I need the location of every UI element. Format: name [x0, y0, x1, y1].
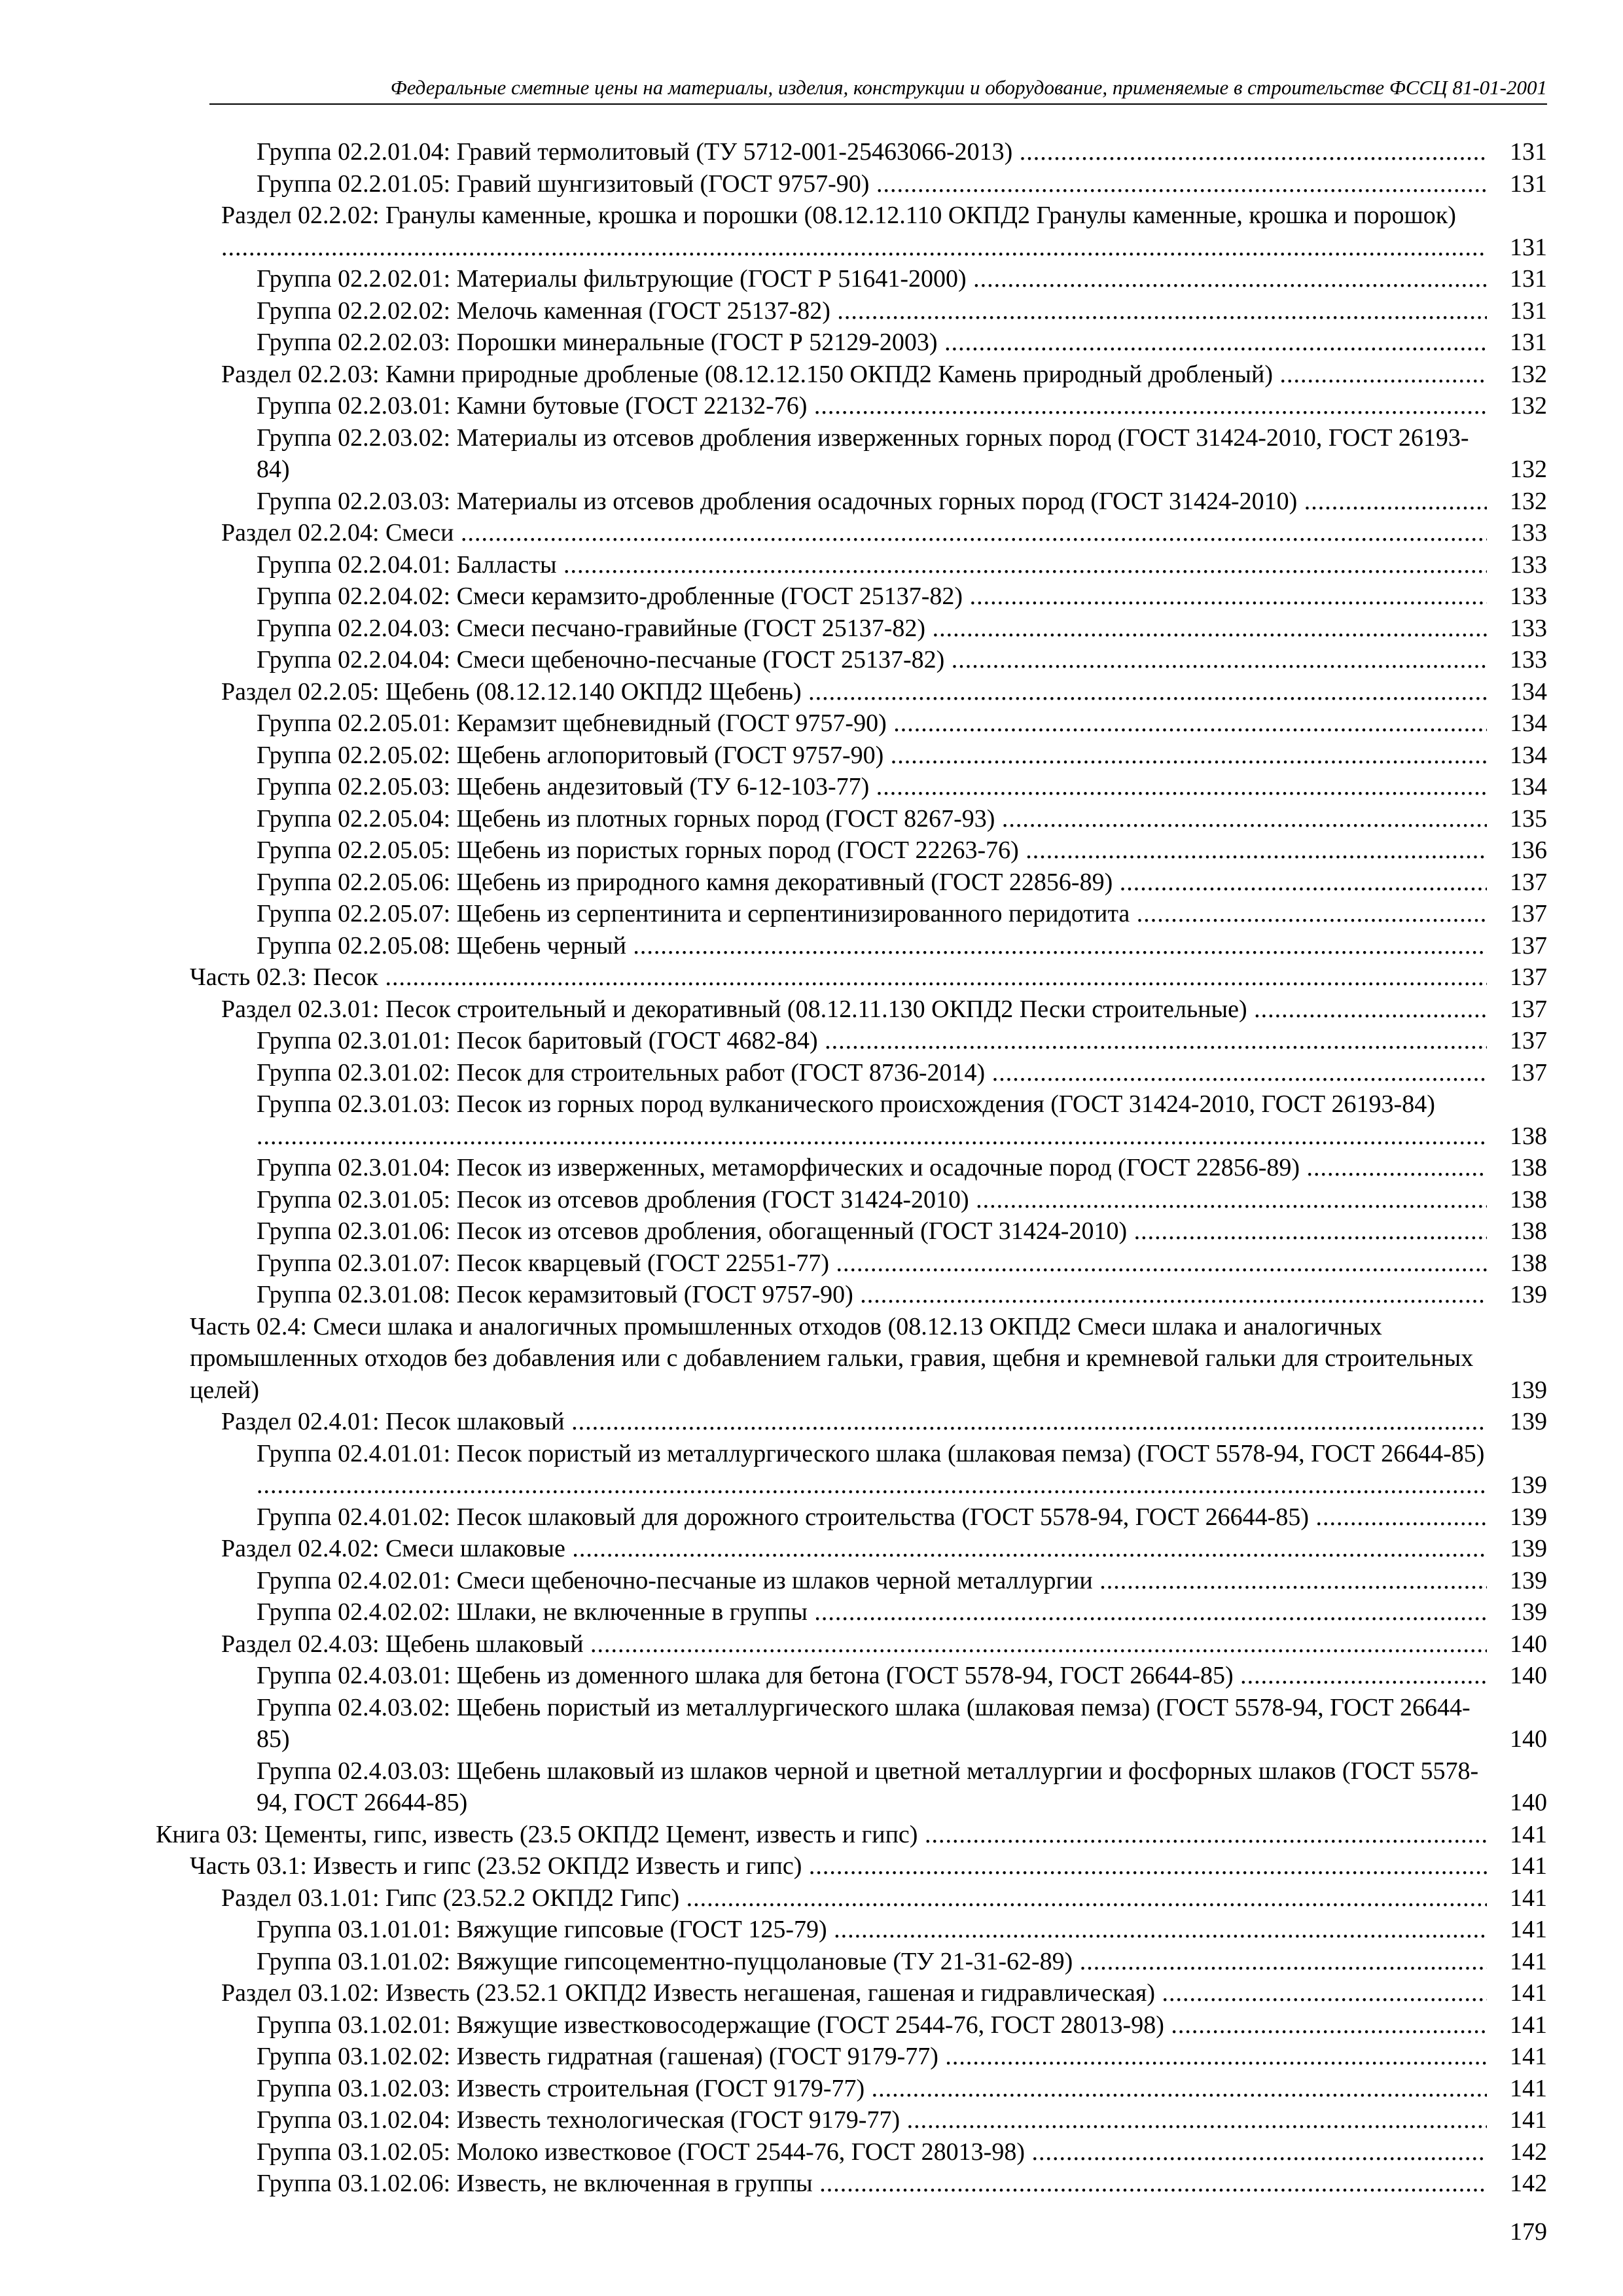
page-number: 179 [1510, 2218, 1547, 2246]
toc-entry-title: Часть 03.1: Известь и гипс (23.52 ОКПД2 Известь и гипс) ..... [190, 1850, 1487, 1882]
toc-entry-title: Раздел 03.1.01: Гипс (23.52.2 ОКПД2 Гипс) ..... [221, 1882, 1487, 1914]
toc-entry-title: Группа 02.2.05.08: Щебень черный ..... [257, 930, 1487, 962]
toc-entry[interactable] [156, 1914, 1547, 1946]
toc-entry[interactable] [156, 1850, 1547, 1882]
toc-entry-page: 133 [1491, 581, 1547, 613]
toc-entry-title: Раздел 02.2.04: Смеси ..... [221, 517, 1487, 549]
toc-entry[interactable] [156, 1596, 1547, 1628]
toc-entry[interactable] [156, 2009, 1547, 2041]
toc-entry-page: 140 [1491, 1787, 1547, 1819]
toc-entry-title: Группа 02.3.01.04: Песок из изверженных, метаморфических и осадочные пород (ГОСТ 22856-89) ..... [257, 1152, 1487, 1184]
toc-entry-title: Группа 02.2.04.03: Смеси песчано-гравийные (ГОСТ 25137-82) ..... [257, 613, 1487, 645]
toc-entry[interactable] [156, 867, 1547, 899]
toc-entry-title: Группа 02.2.01.04: Гравий термолитовый (ТУ 5712-001-25463066-2013) ..... [257, 136, 1487, 168]
toc-entry[interactable] [156, 1057, 1547, 1089]
toc-entry[interactable] [156, 1088, 1547, 1152]
toc-entry-page: 139 [1491, 1374, 1547, 1407]
toc-entry-title: Группа 02.2.03.03: Материалы из отсевов дробления осадочных горных пород (ГОСТ 31424-2010) ..... [257, 486, 1487, 518]
toc-entry-page: 131 [1491, 232, 1547, 264]
toc-entry-page: 138 [1491, 1247, 1547, 1280]
toc-entry-title: Группа 02.4.03.03: Щебень шлаковый из шлаков черной и цветной металлургии и фосфорных шлаков (ГОСТ 5578-94, ГОСТ 26644-85) ..... [257, 1755, 1487, 1819]
toc-entry[interactable] [156, 644, 1547, 676]
toc-entry-page: 132 [1491, 454, 1547, 486]
toc-entry[interactable] [156, 295, 1547, 327]
toc-entry-title: Группа 02.2.05.07: Щебень из серпентинита и серпентинизированного перидотита ..... [257, 898, 1487, 930]
toc-entry-title: Группа 02.3.01.07: Песок кварцевый (ГОСТ 22551-77) ..... [257, 1247, 1487, 1280]
toc-entry-title: Группа 02.2.05.02: Щебень аглопоритовый (ГОСТ 9757-90) ..... [257, 740, 1487, 772]
toc-entry[interactable] [156, 422, 1547, 486]
toc-entry-page: 140 [1491, 1723, 1547, 1755]
toc-entry-page: 136 [1491, 834, 1547, 867]
toc-entry-title: Группа 02.4.03.02: Щебень пористый из металлургического шлака (шлаковая пемза) (ГОСТ 5578-94, ГОСТ 26644-85) ..... [257, 1692, 1487, 1755]
table-of-contents [156, 136, 1547, 2200]
toc-entry-title: Группа 02.4.02.02: Шлаки, не включенные в группы ..... [257, 1596, 1487, 1628]
toc-entry[interactable] [156, 1692, 1547, 1755]
toc-entry-page: 137 [1491, 994, 1547, 1026]
toc-entry-page: 139 [1491, 1533, 1547, 1565]
toc-entry[interactable] [156, 834, 1547, 867]
toc-entry-title: Раздел 02.4.03: Щебень шлаковый ..... [221, 1628, 1487, 1660]
toc-entry[interactable] [156, 1279, 1547, 1311]
toc-entry-title: Группа 02.3.01.05: Песок из отсевов дробления (ГОСТ 31424-2010) ..... [257, 1184, 1487, 1216]
toc-entry-page: 134 [1491, 676, 1547, 708]
toc-entry-page: 141 [1491, 2104, 1547, 2136]
toc-entry-title: Группа 03.1.02.01: Вяжущие известковосодержащие (ГОСТ 2544-76, ГОСТ 28013-98) ..... [257, 2009, 1487, 2041]
toc-entry[interactable] [156, 2041, 1547, 2073]
toc-entry-title: Группа 02.2.02.02: Мелочь каменная (ГОСТ 25137-82) ..... [257, 295, 1487, 327]
toc-entry-page: 133 [1491, 613, 1547, 645]
toc-entry[interactable] [156, 1882, 1547, 1914]
toc-entry-page: 137 [1491, 1025, 1547, 1057]
toc-entry-title: Раздел 02.2.03: Камни природные дробленые (08.12.12.150 ОКПД2 Камень природный дробленый) ..... [221, 359, 1487, 391]
toc-entry-title: Группа 02.2.04.02: Смеси керамзито-дробленные (ГОСТ 25137-82) ..... [257, 581, 1487, 613]
toc-entry-page: 133 [1491, 644, 1547, 676]
toc-entry[interactable] [156, 1438, 1547, 1501]
toc-entry-page: 135 [1491, 803, 1547, 835]
toc-entry-title: Группа 02.3.01.06: Песок из отсевов дробления, обогащенный (ГОСТ 31424-2010) ..... [257, 1215, 1487, 1247]
toc-entry-title: Группа 02.2.05.01: Керамзит щебневидный (ГОСТ 9757-90) ..... [257, 708, 1487, 740]
toc-entry-title: Группа 02.4.03.01: Щебень из доменного шлака для бетона (ГОСТ 5578-94, ГОСТ 26644-85) ..... [257, 1660, 1487, 1692]
toc-entry[interactable] [156, 930, 1547, 962]
toc-entry-title: Группа 02.2.02.01: Материалы фильтрующие (ГОСТ Р 51641-2000) ..... [257, 263, 1487, 295]
toc-entry-title: Группа 02.2.01.05: Гравий шунгизитовый (ГОСТ 9757-90) ..... [257, 168, 1487, 200]
toc-entry[interactable] [156, 1819, 1547, 1851]
toc-entry-page: 132 [1491, 486, 1547, 518]
toc-entry-page: 138 [1491, 1121, 1547, 1153]
toc-entry-page: 137 [1491, 867, 1547, 899]
toc-entry-page: 133 [1491, 549, 1547, 581]
toc-entry[interactable] [156, 1533, 1547, 1565]
toc-entry[interactable] [156, 1184, 1547, 1216]
toc-entry-title: Группа 02.2.05.03: Щебень андезитовый (ТУ 6-12-103-77) ..... [257, 771, 1487, 803]
toc-entry[interactable] [156, 1311, 1547, 1407]
toc-entry-title: Раздел 02.2.02: Гранулы каменные, крошка и порошки (08.12.12.110 ОКПД2 Гранулы каменные, крошка и порошок) ..... [221, 200, 1487, 263]
toc-entry-page: 131 [1491, 136, 1547, 168]
toc-entry-page: 139 [1491, 1406, 1547, 1438]
toc-entry-title: Группа 02.2.03.02: Материалы из отсевов дробления изверженных горных пород (ГОСТ 31424-2010, ГОСТ 26193-84) ..... [257, 422, 1487, 486]
toc-entry[interactable] [156, 1152, 1547, 1184]
toc-entry-title: Группа 03.1.02.03: Известь строительная (ГОСТ 9179-77) ..... [257, 2073, 1487, 2105]
toc-entry-page: 139 [1491, 1501, 1547, 1534]
toc-entry-page: 137 [1491, 1057, 1547, 1089]
toc-entry-title: Группа 02.2.05.06: Щебень из природного камня декоративный (ГОСТ 22856-89) ..... [257, 867, 1487, 899]
toc-entry[interactable] [156, 168, 1547, 200]
toc-entry[interactable] [156, 359, 1547, 391]
toc-entry-page: 139 [1491, 1279, 1547, 1311]
toc-entry[interactable] [156, 1628, 1547, 1660]
toc-entry[interactable] [156, 2104, 1547, 2136]
toc-entry-title: Раздел 02.4.02: Смеси шлаковые ..... [221, 1533, 1487, 1565]
toc-entry-page: 134 [1491, 708, 1547, 740]
toc-entry[interactable] [156, 327, 1547, 359]
toc-entry-page: 140 [1491, 1660, 1547, 1692]
toc-entry-title: Группа 02.2.04.04: Смеси щебеночно-песчаные (ГОСТ 25137-82) ..... [257, 644, 1487, 676]
toc-entry[interactable] [156, 961, 1547, 994]
toc-entry[interactable] [156, 1660, 1547, 1692]
toc-entry[interactable] [156, 136, 1547, 168]
toc-entry-title: Группа 03.1.02.04: Известь технологическая (ГОСТ 9179-77) ..... [257, 2104, 1487, 2136]
toc-entry[interactable] [156, 390, 1547, 422]
toc-entry[interactable] [156, 263, 1547, 295]
toc-entry-page: 131 [1491, 327, 1547, 359]
toc-entry[interactable] [156, 2136, 1547, 2168]
toc-entry-page: 137 [1491, 898, 1547, 930]
toc-entry-title: Часть 02.3: Песок ..... [190, 961, 1487, 994]
toc-entry-page: 142 [1491, 2136, 1547, 2168]
toc-entry-page: 141 [1491, 1819, 1547, 1851]
toc-entry-title: Группа 03.1.01.02: Вяжущие гипсоцементно-пуццолановые (ТУ 21-31-62-89) ..... [257, 1946, 1487, 1978]
toc-entry-page: 141 [1491, 1914, 1547, 1946]
toc-entry-page: 141 [1491, 2041, 1547, 2073]
toc-entry-page: 137 [1491, 930, 1547, 962]
toc-entry[interactable] [156, 898, 1547, 930]
toc-entry-title: Группа 02.3.01.03: Песок из горных пород вулканического происхождения (ГОСТ 31424-2010, ГОСТ 26193-84) ..... [257, 1088, 1487, 1152]
toc-entry[interactable] [156, 1565, 1547, 1597]
toc-entry[interactable] [156, 1501, 1547, 1534]
toc-entry-page: 137 [1491, 961, 1547, 994]
header-rule [209, 103, 1547, 105]
running-header: Федеральные сметные цены на материалы, изделия, конструкции и оборудование, применяемые в строительстве ФССЦ 81-01-2001 [390, 76, 1547, 99]
toc-entry-page: 131 [1491, 295, 1547, 327]
toc-entry[interactable] [156, 803, 1547, 835]
toc-entry-page: 138 [1491, 1184, 1547, 1216]
toc-entry[interactable] [156, 994, 1547, 1026]
toc-entry[interactable] [156, 549, 1547, 581]
toc-entry-title: Группа 02.2.02.03: Порошки минеральные (ГОСТ Р 52129-2003) ..... [257, 327, 1487, 359]
toc-entry-page: 134 [1491, 771, 1547, 803]
toc-entry[interactable] [156, 517, 1547, 549]
toc-entry-title: Группа 02.2.04.01: Балласты ..... [257, 549, 1487, 581]
toc-entry[interactable] [156, 581, 1547, 613]
toc-entry-title: Группа 02.4.02.01: Смеси щебеночно-песчаные из шлаков черной металлургии ..... [257, 1565, 1487, 1597]
toc-entry-page: 132 [1491, 390, 1547, 422]
toc-entry-page: 141 [1491, 2073, 1547, 2105]
toc-entry-page: 133 [1491, 517, 1547, 549]
toc-entry[interactable] [156, 2168, 1547, 2200]
toc-entry-title: Группа 02.4.01.01: Песок пористый из металлургического шлака (шлаковая пемза) (ГОСТ 5578-94, ГОСТ 26644-85) ..... [257, 1438, 1487, 1501]
toc-entry-page: 131 [1491, 168, 1547, 200]
toc-entry-title: Раздел 02.3.01: Песок строительный и декоративный (08.12.11.130 ОКПД2 Пески строительные) ..... [221, 994, 1487, 1026]
toc-entry-title: Раздел 03.1.02: Известь (23.52.1 ОКПД2 Известь негашеная, гашеная и гидравлическая) ..... [221, 1977, 1487, 2009]
toc-entry-title: Группа 02.2.05.04: Щебень из плотных горных пород (ГОСТ 8267-93) ..... [257, 803, 1487, 835]
toc-entry[interactable] [156, 676, 1547, 708]
toc-entry-title: Группа 03.1.02.05: Молоко известковое (ГОСТ 2544-76, ГОСТ 28013-98) ..... [257, 2136, 1487, 2168]
toc-entry-title: Раздел 02.4.01: Песок шлаковый ..... [221, 1406, 1487, 1438]
toc-entry-title: Группа 02.4.01.02: Песок шлаковый для дорожного строительства (ГОСТ 5578-94, ГОСТ 26644-85) ..... [257, 1501, 1487, 1534]
toc-entry[interactable] [156, 1025, 1547, 1057]
toc-entry-title: Группа 02.3.01.01: Песок баритовый (ГОСТ 4682-84) ..... [257, 1025, 1487, 1057]
toc-entry-page: 139 [1491, 1469, 1547, 1501]
toc-entry[interactable] [156, 1977, 1547, 2009]
toc-entry-title: Группа 02.3.01.02: Песок для строительных работ (ГОСТ 8736-2014) ..... [257, 1057, 1487, 1089]
toc-entry-page: 141 [1491, 1977, 1547, 2009]
toc-entry[interactable] [156, 1755, 1547, 1819]
toc-entry-title: Группа 02.2.03.01: Камни бутовые (ГОСТ 22132-76) ..... [257, 390, 1487, 422]
toc-entry[interactable] [156, 740, 1547, 772]
toc-entry-page: 132 [1491, 359, 1547, 391]
toc-entry-page: 141 [1491, 1850, 1547, 1882]
toc-entry[interactable] [156, 613, 1547, 645]
toc-entry-page: 140 [1491, 1628, 1547, 1660]
toc-entry-title: Часть 02.4: Смеси шлака и аналогичных промышленных отходов (08.12.13 ОКПД2 Смеси шлака и аналогичных промышленных отходов без добавления или с добавлением гальки, гравия, щебня и кремневой гальки для строительных целей) ..... [190, 1311, 1487, 1407]
toc-entry-page: 142 [1491, 2168, 1547, 2200]
toc-entry-page: 141 [1491, 2009, 1547, 2041]
toc-entry-title: Группа 02.2.05.05: Щебень из пористых горных пород (ГОСТ 22263-76) ..... [257, 834, 1487, 867]
toc-entry-title: Книга 03: Цементы, гипс, известь (23.5 ОКПД2 Цемент, известь и гипс) ..... [156, 1819, 1487, 1851]
toc-entry-page: 141 [1491, 1882, 1547, 1914]
toc-entry-title: Группа 03.1.02.02: Известь гидратная (гашеная) (ГОСТ 9179-77) ..... [257, 2041, 1487, 2073]
toc-entry-page: 134 [1491, 740, 1547, 772]
toc-entry-page: 131 [1491, 263, 1547, 295]
toc-entry-page: 138 [1491, 1152, 1547, 1184]
toc-entry-page: 139 [1491, 1596, 1547, 1628]
toc-entry-title: Группа 02.3.01.08: Песок керамзитовый (ГОСТ 9757-90) ..... [257, 1279, 1487, 1311]
toc-entry[interactable] [156, 200, 1547, 263]
toc-entry-page: 141 [1491, 1946, 1547, 1978]
toc-entry[interactable] [156, 1946, 1547, 1978]
toc-entry-title: Раздел 02.2.05: Щебень (08.12.12.140 ОКПД2 Щебень) ..... [221, 676, 1487, 708]
toc-entry[interactable] [156, 1406, 1547, 1438]
toc-entry[interactable] [156, 486, 1547, 518]
toc-entry[interactable] [156, 1247, 1547, 1280]
toc-entry-title: Группа 03.1.01.01: Вяжущие гипсовые (ГОСТ 125-79) ..... [257, 1914, 1487, 1946]
toc-entry[interactable] [156, 771, 1547, 803]
toc-entry[interactable] [156, 1215, 1547, 1247]
toc-entry-page: 139 [1491, 1565, 1547, 1597]
toc-entry[interactable] [156, 708, 1547, 740]
toc-entry-page: 138 [1491, 1215, 1547, 1247]
toc-entry-title: Группа 03.1.02.06: Известь, не включенная в группы ..... [257, 2168, 1487, 2200]
toc-entry[interactable] [156, 2073, 1547, 2105]
